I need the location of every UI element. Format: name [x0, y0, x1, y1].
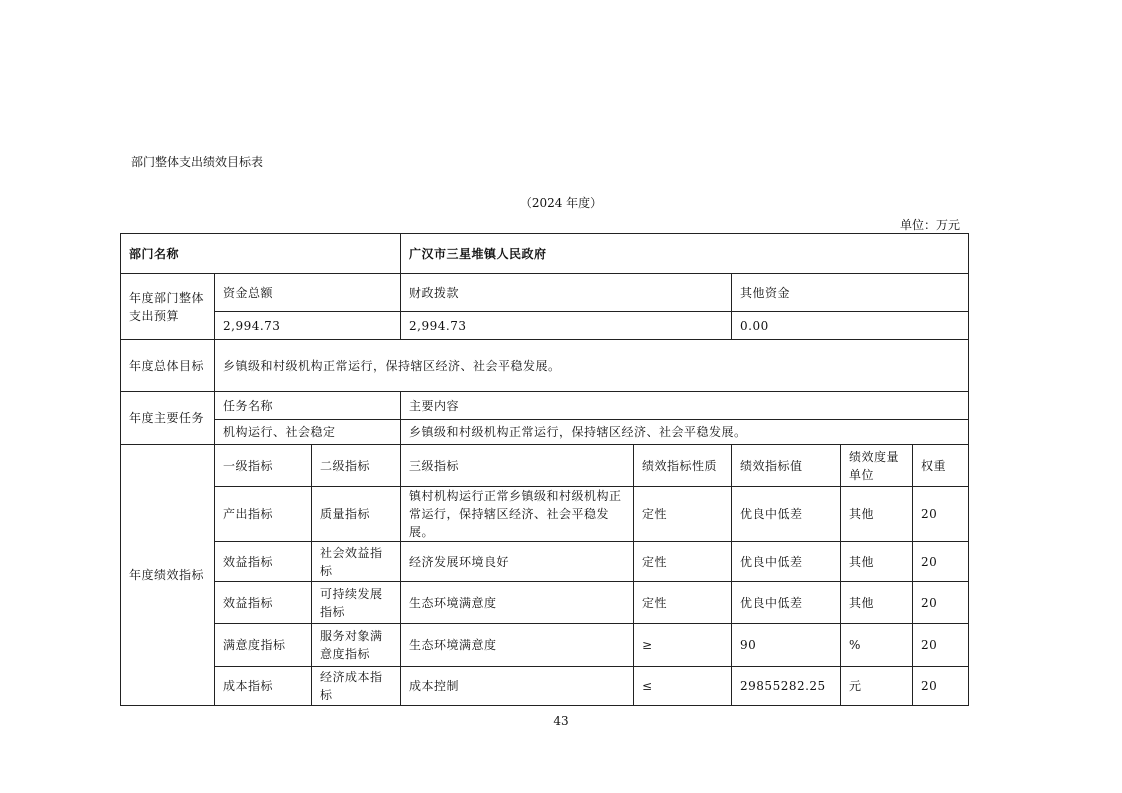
- perf-l2: 服务对象满意度指标: [312, 624, 401, 667]
- perf-header-value: 绩效指标值: [732, 445, 841, 487]
- unit-label: 单位：万元: [899, 218, 960, 232]
- perf-header-weight: 权重: [913, 445, 969, 487]
- perf-nature: 定性: [634, 542, 732, 582]
- perf-unit: %: [841, 624, 913, 667]
- perf-row: [121, 667, 969, 706]
- perf-header-l3: 三级指标: [401, 445, 634, 487]
- perf-l2: 经济成本指标: [312, 667, 401, 706]
- perf-l2: 社会效益指标: [312, 542, 401, 582]
- budget-header-other: 其他资金: [732, 274, 969, 312]
- perf-unit: 元: [841, 667, 913, 706]
- goal-row: [121, 340, 969, 392]
- perf-l3: 经济发展环境良好: [401, 542, 634, 582]
- perf-row: [121, 487, 969, 542]
- perf-weight: 20: [913, 624, 969, 667]
- budget-value-total: 2,994.73: [215, 312, 401, 340]
- perf-weight: 20: [913, 487, 969, 542]
- task-label: 年度主要任务: [121, 392, 215, 445]
- task-header-row: [121, 392, 969, 420]
- perf-l1: 效益指标: [215, 582, 312, 624]
- budget-header-total: 资金总额: [215, 274, 401, 312]
- perf-l2: 可持续发展指标: [312, 582, 401, 624]
- document-title: 部门整体支出绩效目标表: [131, 155, 264, 169]
- page-number: 43: [553, 714, 569, 728]
- budget-value-row: [121, 312, 969, 340]
- perf-l2: 质量指标: [312, 487, 401, 542]
- perf-weight: 20: [913, 667, 969, 706]
- perf-nature: 定性: [634, 487, 732, 542]
- perf-l3: 生态环境满意度: [401, 624, 634, 667]
- dept-row: [121, 234, 969, 274]
- budget-value-other: 0.00: [732, 312, 969, 340]
- perf-header-l2: 二级指标: [312, 445, 401, 487]
- task-name: 机构运行、社会稳定: [215, 420, 401, 445]
- dept-value: 广汉市三星堆镇人民政府: [401, 234, 969, 274]
- dept-label: 部门名称: [121, 234, 401, 274]
- perf-weight: 20: [913, 582, 969, 624]
- perf-header-unit: 绩效度量单位: [841, 445, 913, 487]
- perf-row: [121, 542, 969, 582]
- perf-l1: 产出指标: [215, 487, 312, 542]
- task-header-name: 任务名称: [215, 392, 401, 420]
- perf-value: 29855282.25: [732, 667, 841, 706]
- perf-nature: ≤: [634, 667, 732, 706]
- perf-header-row: [121, 445, 969, 487]
- budget-value-fiscal: 2,994.73: [401, 312, 732, 340]
- year-label: （2024 年度）: [519, 196, 603, 210]
- perf-l1: 成本指标: [215, 667, 312, 706]
- perf-value: 优良中低差: [732, 582, 841, 624]
- perf-unit: 其他: [841, 542, 913, 582]
- perf-row: [121, 582, 969, 624]
- perf-unit: 其他: [841, 582, 913, 624]
- perf-header-nature: 绩效指标性质: [634, 445, 732, 487]
- perf-l1: 效益指标: [215, 542, 312, 582]
- perf-unit: 其他: [841, 487, 913, 542]
- perf-l3: 成本控制: [401, 667, 634, 706]
- perf-l3: 镇村机构运行正常乡镇级和村级机构正常运行，保持辖区经济、社会平稳发展。: [401, 487, 634, 542]
- perf-l1: 满意度指标: [215, 624, 312, 667]
- perf-label: 年度绩效指标: [121, 445, 215, 706]
- goal-label: 年度总体目标: [121, 340, 215, 392]
- goal-value: 乡镇级和村级机构正常运行，保持辖区经济、社会平稳发展。: [215, 340, 969, 392]
- task-row: [121, 420, 969, 445]
- budget-header-row: [121, 274, 969, 312]
- task-header-content: 主要内容: [401, 392, 969, 420]
- perf-nature: ≥: [634, 624, 732, 667]
- perf-value: 优良中低差: [732, 542, 841, 582]
- perf-nature: 定性: [634, 582, 732, 624]
- perf-row: [121, 624, 969, 667]
- perf-l3: 生态环境满意度: [401, 582, 634, 624]
- budget-label: 年度部门整体支出预算: [121, 274, 215, 340]
- task-content: 乡镇级和村级机构正常运行，保持辖区经济、社会平稳发展。: [401, 420, 969, 445]
- perf-value: 90: [732, 624, 841, 667]
- perf-value: 优良中低差: [732, 487, 841, 542]
- perf-weight: 20: [913, 542, 969, 582]
- performance-goal-table: [120, 233, 969, 706]
- perf-header-l1: 一级指标: [215, 445, 312, 487]
- budget-header-fiscal: 财政拨款: [401, 274, 732, 312]
